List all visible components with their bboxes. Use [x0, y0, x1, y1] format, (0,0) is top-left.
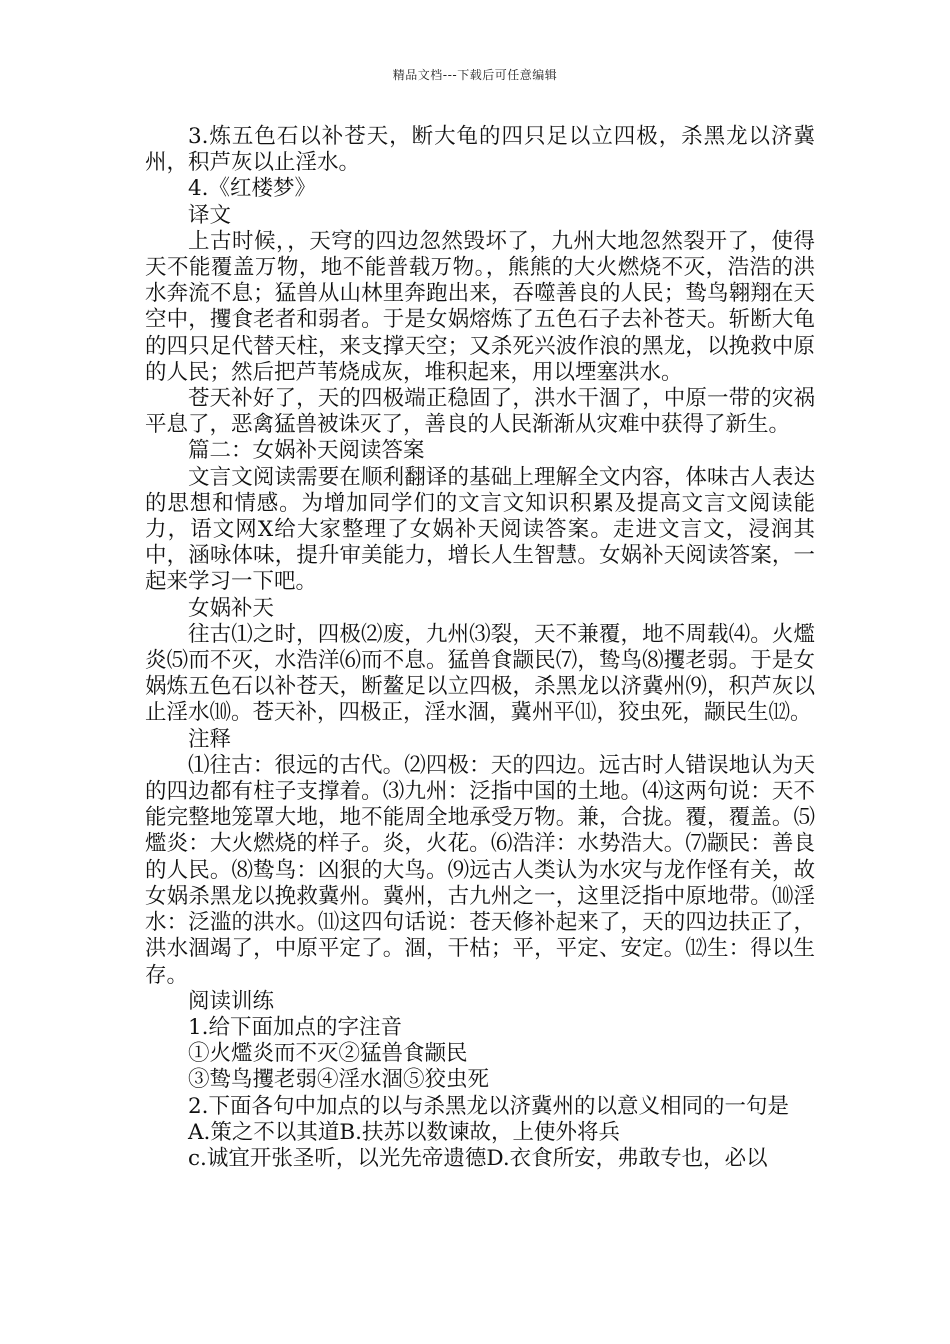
exercise-1-prompt: 1.给下面加点的字注音 — [188, 1014, 403, 1040]
paragraph-translation-1: 上古时候，，天穹的四边忽然毁坏了，九州大地忽然裂开了，使得天不能覆盖万物，地不能普载万物。，熊熊的大火燃烧不灭，浩浩的洪水奔流不息；猛兽从山林里奔跑出来，吞噬善良的人民；鸷鸟翱翔在天空中，攫食老者和弱者。于是女娲熔炼了五色石子去补苍天。斩断大龟的四只足代替天柱，来支撑天空；又杀死兴波作浪的黑龙，以挽救中原的人民；然后把芦苇烧成灰，堆积起来，用以堙塞洪水。 — [145, 228, 815, 385]
document-body — [145, 124, 815, 1172]
text-title: 女娲补天 — [188, 595, 275, 621]
section-heading-exercises: 阅读训练 — [188, 988, 275, 1014]
list-item-hongloumeng: 4.《红楼梦》 — [188, 176, 317, 202]
exercise-2-prompt: 2.下面各句中加点的以与杀黑龙以济冀州的以意义相同的一句是 — [188, 1093, 790, 1119]
section-heading-part-two: 篇二：女娲补天阅读答案 — [188, 438, 425, 464]
exercise-1-items-b: ③鸷鸟攫老弱④淫水涸⑤狡虫死 — [188, 1067, 490, 1093]
exercise-2-options-ab: A.策之不以其道B.扶苏以数谏故，上使外将兵 — [188, 1119, 620, 1145]
paragraph-original-text: 往古⑴之时，四极⑵废，九州⑶裂，天不兼覆，地不周载⑷。火爁炎⑸而不灭，水浩洋⑹而不息。猛兽食颛民⑺，鸷鸟⑻攫老弱。于是女娲炼五色石以补苍天，断鳌足以立四极，杀黑龙以济冀州⑼，积芦灰以止淫水⑽。苍天补，四极正，淫水涸，冀州平⑾，狡虫死，颛民生⑿。 — [145, 621, 815, 726]
paragraph-notes: ⑴往古：很远的古代。⑵四极：天的四边。远古时人错误地认为天的四边都有柱子支撑着。⑶九州：泛指中国的土地。⑷这两句说：天不能完整地笼罩大地，地不能周全地承受万物。兼，合拢。覆，覆盖。⑸爁炎：大火燃烧的样子。炎，火花。⑹浩洋：水势浩大。⑺颛民：善良的人民。⑻鸷鸟：凶狠的大鸟。⑼远古人类认为水灾与龙作怪有关，故女娲杀黑龙以挽救冀州。冀州，古九州之一，这里泛指中原地带。⑽淫水：泛滥的洪水。⑾这四句话说：苍天修补起来了，天的四边扶正了，洪水涸竭了，中原平定了。涸，干枯；平，平定、安定。⑿生：得以生存。 — [145, 752, 815, 988]
paragraph-translation-2: 苍天补好了，天的四极端正稳固了，洪水干涸了，中原一带的灾祸平息了，恶禽猛兽被诛灭了，善良的人民渐渐从灾难中获得了新生。 — [145, 386, 815, 438]
section-heading-notes: 注释 — [188, 726, 232, 752]
page-header: 精品文档---下载后可任意编辑 — [392, 68, 558, 82]
section-heading-translation: 译文 — [188, 202, 232, 228]
exercise-1-items-a: ①火爁炎而不灭②猛兽食颛民 — [188, 1041, 468, 1067]
paragraph-method-list: 3.炼五色石以补苍天，断大龟的四只足以立四极，杀黑龙以济冀州，积芦灰以止淫水。 — [145, 124, 815, 176]
paragraph-intro: 文言文阅读需要在顺利翻译的基础上理解全文内容，体味古人表达的思想和情感。为增加同学们的文言文知识积累及提高文言文阅读能力，语文网X给大家整理了女娲补天阅读答案。走进文言文，浸润其中，涵咏体味，提升审美能力，增长人生智慧。女娲补天阅读答案，一起来学习一下吧。 — [145, 464, 815, 595]
exercise-2-options-cd: c.诚宜开张圣听，以光先帝遗德D.衣食所安，弗敢专也，必以 — [188, 1145, 768, 1171]
